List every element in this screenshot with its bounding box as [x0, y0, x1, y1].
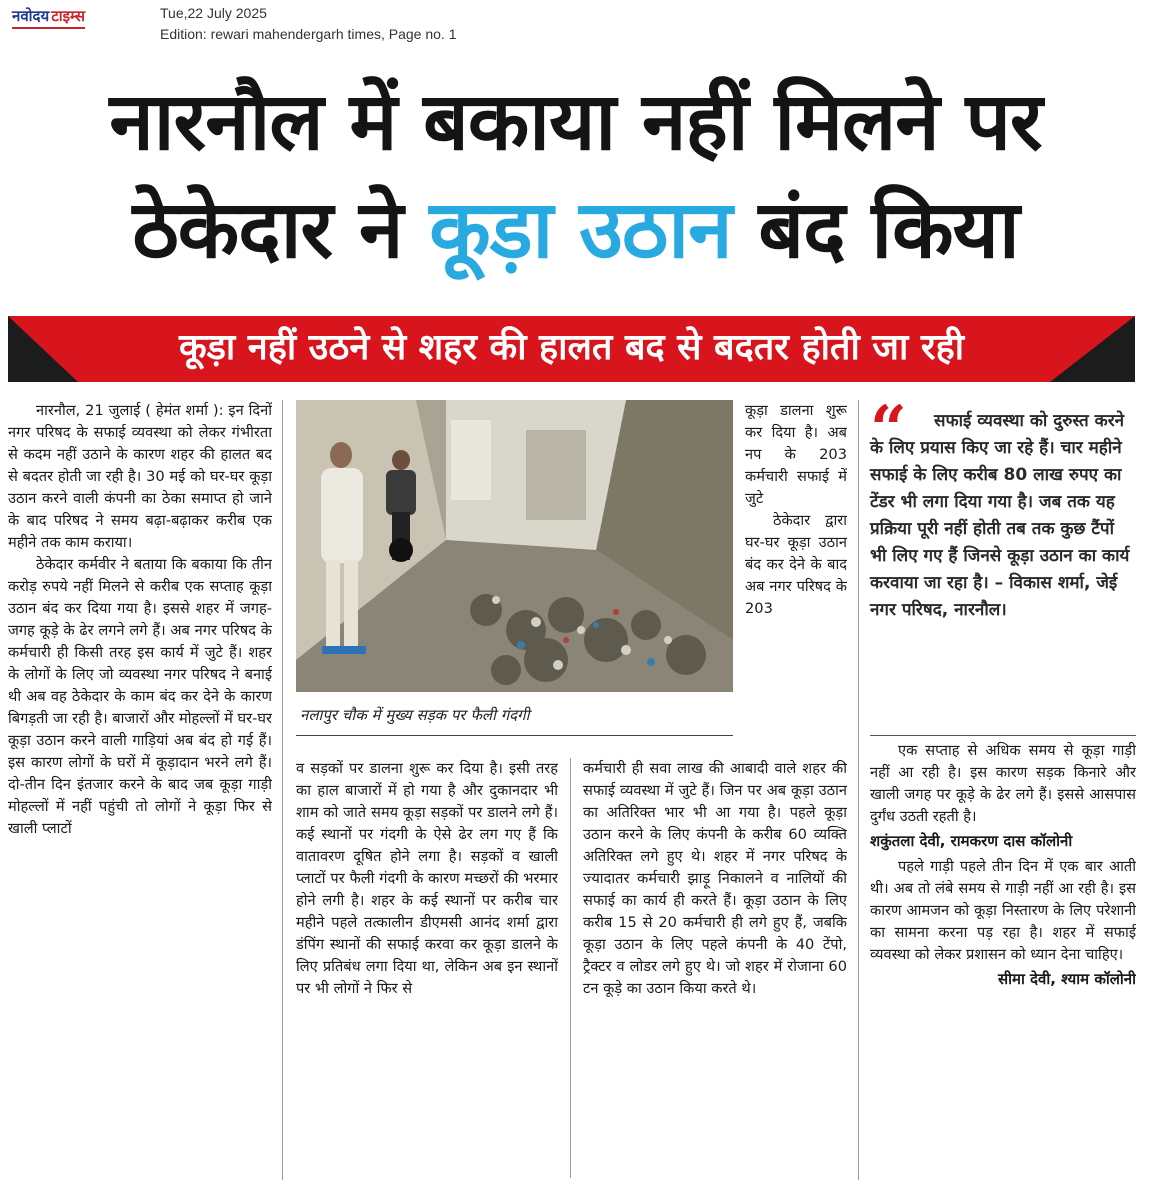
quote-rule: [870, 735, 1136, 736]
quote-body: सफाई व्यवस्था को दुरुस्त करने के लिए प्रयास किए जा रहे हैं। चार महीने सफाई के लिए करीब 80 लाख रुपए का टेंडर भी लगा दिया गया है। जब तक यह प्रक्रिया पूरी नहीं होती तब तक कुछ टैंपों भी लिए गए हैं जिनसे कूड़ा उठान का कार्य करवाया जा रहा है। – विकास शर्मा, जेई नगर परिषद, नारनौल।: [870, 411, 1130, 620]
logo-subtext: टाइम्स: [51, 7, 86, 25]
article-paragraph: कूड़ा डालना शुरू कर दिया है। अब नप के 203 कर्मचारी सफाई में जुटे: [745, 402, 847, 507]
headline-line-2: [0, 176, 1151, 284]
issue-date: Tue,22 July 2025: [160, 5, 267, 21]
article-paragraph: व सड़कों पर डालना शुरू कर दिया है। इसी तरह का हाल बाजारों में हो गया है और दुकानदार भी शाम को जाते समय कूड़ा सड़कों पर डालने लगे हैं। कई स्थानों पर गंदगी के ऐसे ढेर लग गए हैं कि वातावरण दूषित होने लगा है। सड़कों व खाली प्लाटों पर फैली गंदगी के कारण मच्छरों की भरमार होने लगी है। शहर के कई स्थानों पर करीब चार महीने पहले तत्कालीन डीएमसी आनंद शर्मा द्वारा डंपिंग स्थानों की सफाई करवा कर कूड़ा डालने के लिए प्रतिबंध लगा दिया था, लेकिन अब इन स्थानों पर भी लोगों ने फिर से: [296, 760, 558, 997]
column-divider: [282, 400, 283, 1180]
opinion-text: पहले गाड़ी पहले तीन दिन में एक बार आती थी। अब तो लंबे समय से गाड़ी नहीं आ रही है। इस कारण आमजन को कूड़ा निस्तारण के लिए परेशानी का सामना करना पड़ रहा है। शहर में सफाई व्यवस्था को लेकर प्रशासन को ध्यान देना चाहिए।: [870, 858, 1136, 963]
article-paragraph: कर्मचारी ही सवा लाख की आबादी वाले शहर की सफाई व्यवस्था में जुटे हैं। जिन पर अब कूड़ा उठान का अतिरिक्त भार भी आ गया है। पहले कूड़ा उठान करने के लिए कंपनी के करीब 60 व्यक्ति अतिरिक्त लगे हुए थे। शहर में नगर परिषद के ज्यादातर कर्मचारी झाड़ू निकालने व नालियों की सफाई का कार्य ही करते हैं। कूड़ा उठान के लिए करीब 15 से 20 कर्मचारी ही लगे हुए हैं, जबकि कूड़ा उठान के लिए पहले कंपनी के 40 टेंपो, ट्रैक्टर व लोडर लगे हुए थे। जो शहर में रोजाना 60 टन कूड़े का उठान किया करते थे।: [583, 760, 847, 997]
news-photo: [296, 400, 733, 692]
article-column-4: [583, 758, 847, 1178]
quote-mark-icon: “: [870, 392, 907, 467]
newspaper-logo: [12, 6, 85, 29]
edition-meta: [160, 3, 457, 45]
opinion-author: सीमा देवी, श्याम कॉलोनी: [997, 970, 1136, 988]
subheadline-banner: [8, 316, 1135, 382]
photo-caption: नलापुर चौक में मुख्य सड़क पर फैली गंदगी: [300, 706, 530, 724]
logo-text: नवोदय: [12, 7, 50, 25]
column-divider: [570, 758, 571, 1178]
article-column-1: [8, 400, 272, 1180]
column-divider: [858, 400, 859, 1180]
public-opinions: [870, 740, 1136, 1180]
article-column-3: [745, 400, 847, 755]
article-paragraph: ठेकेदार द्वारा घर-घर कूड़ा उठान बंद कर देने के बाद अब नगर परिषद के 203: [745, 512, 847, 617]
masthead: [0, 0, 1151, 48]
article-column-2: [296, 758, 558, 1178]
opinion-author: शकुंतला देवी, रामकरण दास कॉलोनी: [870, 832, 1073, 850]
article-paragraph: ठेकेदार कर्मवीर ने बताया कि बकाया कि तीन करोड़ रुपये नहीं मिलने से करीब एक सप्ताह कूड़ा उठान बंद कर दिया गया है। इससे शहर में जगह-जगह कूड़े के ढेर लगने लगे हैं। अब नगर परिषद के कर्मचारी ही किसी तरह इस कार्य में जुटे हैं। शहर के लोगों के लिए जो व्यवस्था नगर परिषद ने बनाई थी अब वह ठेकेदार के काम बंद कर देने के कारण बिगड़ती जा रही है। बाजारों और मोहल्लों में घर-घर कूड़ा उठान करने वाली गाड़ियां अब बंद हो गई हैं। इस कारण लोगों के घरों में कूड़ादान भरने लगे हैं। दो-तीन दिन इंतजार करने के बाद जब कूड़ा गाड़ी मोहल्लों में नहीं पहुंची तो लोगों ने कूड़ा फिर से खाली प्लाटों: [8, 556, 272, 837]
official-quote: [870, 392, 1136, 734]
article-paragraph: नारनौल, 21 जुलाई ( हेमंत शर्मा ): इन दिनों नगर परिषद के सफाई व्यवस्था को लेकर गंभीरता से कदम नहीं उठाने के कारण शहर की हालत बद से बदतर होती जा रही है। 30 मई को घर-घर कूड़ा उठान करने वाली कंपनी का ठेका समाप्त हो जाने के बाद परिषद ने समय बढ़ा-बढ़ाकर करीब एक महीने तक काम कराया।: [8, 402, 272, 551]
headline-part-b: बंद किया: [758, 183, 1019, 276]
headline-highlight: कूड़ा उठान: [429, 183, 732, 276]
banner-text: कूड़ा नहीं उठने से शहर की हालत बद से बदतर होती जा रही: [178, 327, 965, 368]
quote-text: [870, 408, 1136, 624]
headline-part-a: ठेकेदार ने: [132, 183, 403, 276]
opinion-text: एक सप्ताह से अधिक समय से कूड़ा गाड़ी नहीं आ रही है। इस कारण सड़क किनारे और खाली जगह पर कूड़े के ढेर लगे हैं। इससे आसपास दुर्गंध उठती रहती है।: [870, 742, 1136, 825]
headline: [0, 68, 1151, 284]
caption-rule: [296, 735, 733, 736]
headline-line-1: नारनौल में बकाया नहीं मिलने पर: [109, 75, 1042, 168]
edition-info: Edition: rewari mahendergarh times, Page no. 1: [160, 26, 457, 42]
garbage-street-photo: [296, 400, 733, 692]
